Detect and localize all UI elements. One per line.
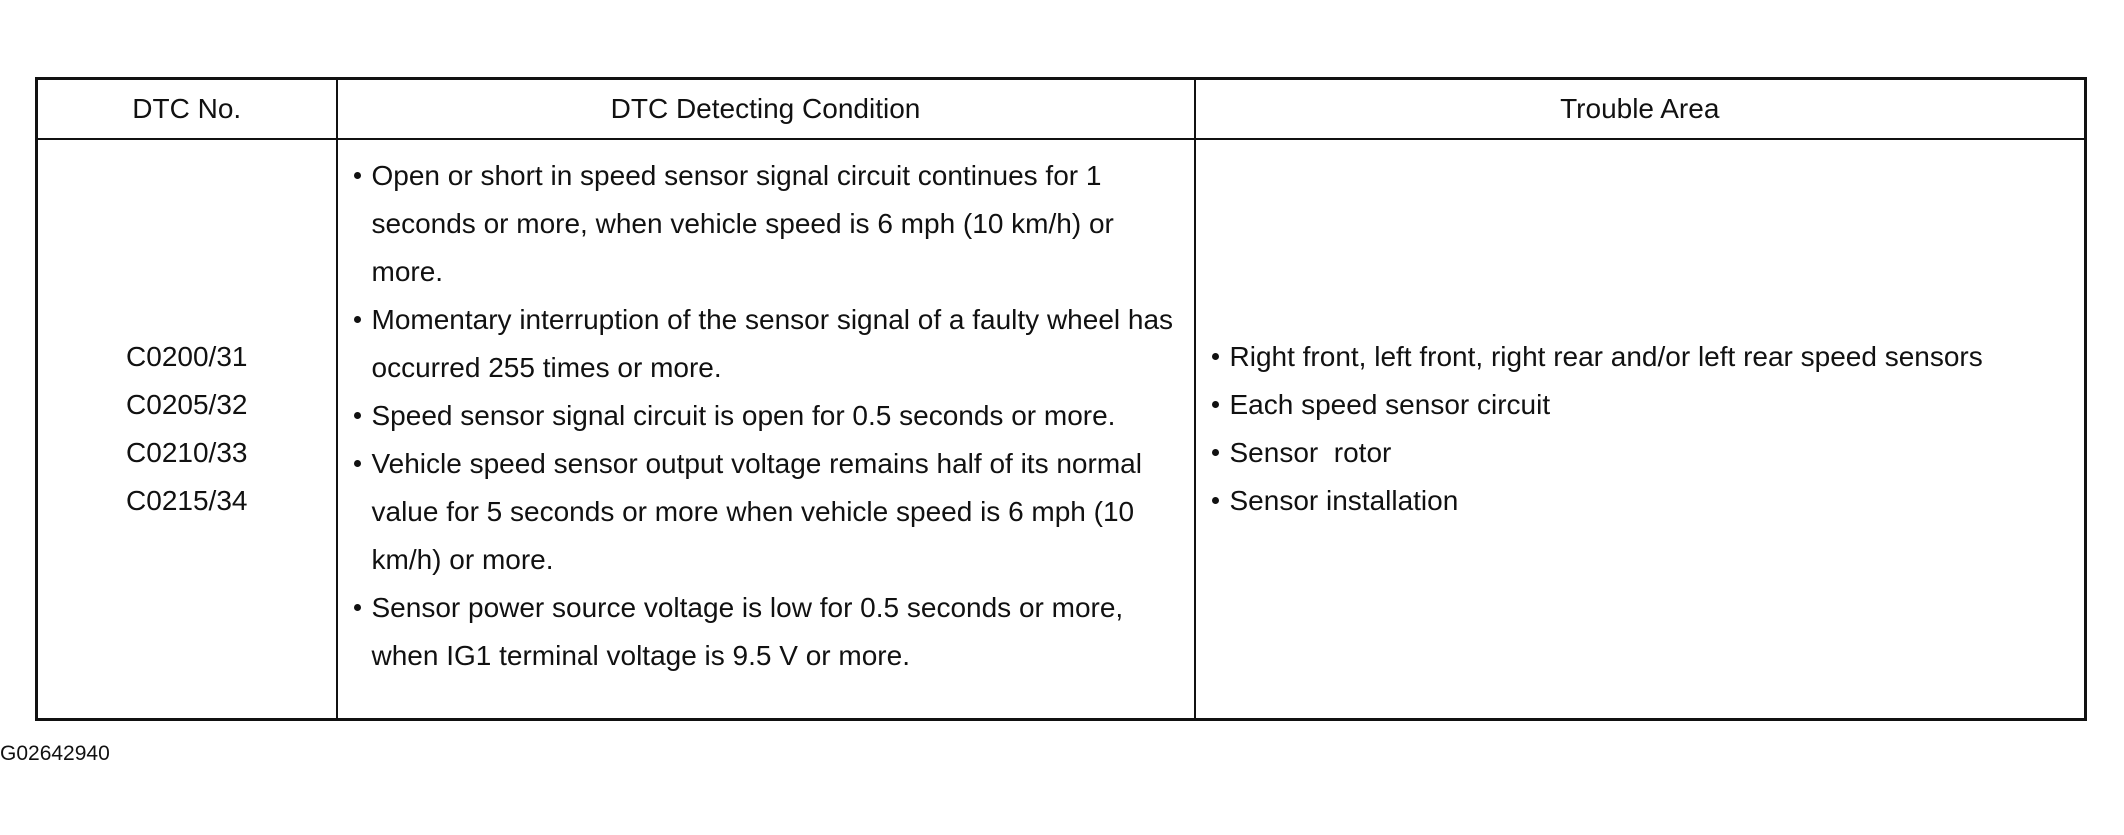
figure-id: G02642940	[0, 742, 110, 765]
header-detecting-condition: DTC Detecting Condition	[337, 79, 1195, 140]
condition-item: Open or short in speed sensor signal circuit continues for 1 seconds or more, when vehicle speed is 6 mph (10 km/h) or more.	[352, 152, 1184, 296]
trouble-area-item: Sensor installation	[1210, 477, 2079, 525]
dtc-table	[35, 77, 2087, 721]
detecting-conditions-cell	[337, 139, 1195, 720]
condition-item: Sensor power source voltage is low for 0.5 seconds or more, when IG1 terminal voltage is 9.5 V or more.	[352, 584, 1184, 680]
condition-item: Speed sensor signal circuit is open for 0.5 seconds or more.	[352, 392, 1184, 440]
trouble-area-list	[1210, 333, 2079, 525]
condition-list	[352, 152, 1184, 680]
dtc-code: C0210/33	[126, 437, 248, 468]
dtc-code: C0205/32	[126, 389, 248, 420]
table-header-row	[37, 79, 2086, 140]
dtc-code: C0215/34	[126, 485, 248, 516]
condition-item: Momentary interruption of the sensor signal of a faulty wheel has occurred 255 times or more.	[352, 296, 1184, 392]
dtc-codes-cell	[37, 139, 337, 720]
trouble-area-item: Each speed sensor circuit	[1210, 381, 2079, 429]
trouble-area-item: Sensor rotor	[1210, 429, 2079, 477]
trouble-area-cell	[1195, 139, 2086, 720]
condition-item: Vehicle speed sensor output voltage remains half of its normal value for 5 seconds or more when vehicle speed is 6 mph (10 km/h) or more.	[352, 440, 1184, 584]
header-trouble-area: Trouble Area	[1195, 79, 2086, 140]
header-dtc-no: DTC No.	[37, 79, 337, 140]
table-row	[37, 139, 2086, 720]
dtc-code: C0200/31	[126, 341, 248, 372]
trouble-area-item: Right front, left front, right rear and/or left rear speed sensors	[1210, 333, 2079, 381]
